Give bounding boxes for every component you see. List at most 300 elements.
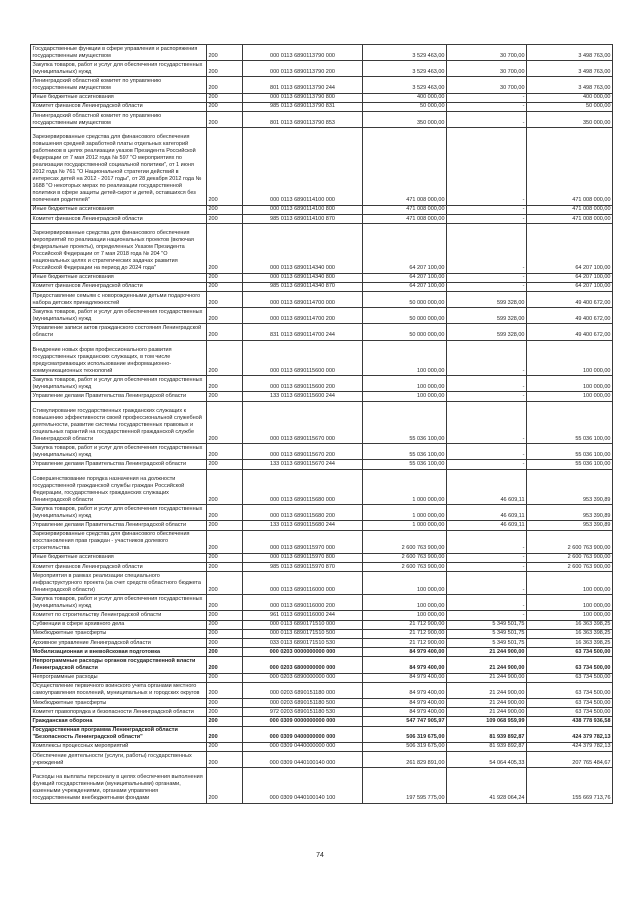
table-row bbox=[31, 93, 613, 102]
row-code: 200 bbox=[207, 708, 243, 717]
row-executed: 46 609,11 bbox=[447, 469, 527, 505]
row-executed: - bbox=[447, 214, 527, 223]
row-remaining: 100 000,00 bbox=[527, 392, 613, 401]
row-classification: 133 0113 6890115670 244 bbox=[243, 460, 363, 469]
row-description: Управление делами Правительства Ленинградской области bbox=[31, 521, 207, 530]
row-description: Государственные функции в сфере управления и распоряжения государственным имуществом bbox=[31, 45, 207, 61]
row-description: Управление делами Правительства Ленинградской области bbox=[31, 392, 207, 401]
row-remaining: 471 008 000,00 bbox=[527, 205, 613, 214]
row-classification: 000 0309 0440100140 000 bbox=[243, 751, 363, 767]
row-approved: 2 600 763 900,00 bbox=[363, 562, 447, 571]
row-code: 200 bbox=[207, 205, 243, 214]
table-row bbox=[31, 708, 613, 717]
row-code: 200 bbox=[207, 657, 243, 673]
row-description: Ленинградский областной комитет по управлению государственным имуществом bbox=[31, 111, 207, 127]
row-description: Комплексы процессных мероприятий bbox=[31, 742, 207, 751]
row-code: 200 bbox=[207, 392, 243, 401]
row-code: 200 bbox=[207, 530, 243, 553]
table-row bbox=[31, 742, 613, 751]
row-code: 200 bbox=[207, 45, 243, 61]
row-classification: 000 0113 6890115680 000 bbox=[243, 469, 363, 505]
row-approved: 1 000 000,00 bbox=[363, 521, 447, 530]
row-approved: 506 319 675,00 bbox=[363, 742, 447, 751]
row-classification: 000 0113 6890171510 000 bbox=[243, 620, 363, 629]
row-classification: 985 0113 6890115970 870 bbox=[243, 562, 363, 571]
row-executed: - bbox=[447, 572, 527, 595]
row-description: Иные бюджетные ассигнования bbox=[31, 553, 207, 562]
row-description: Комитет правопорядка и безопасности Ленинградской области bbox=[31, 708, 207, 717]
row-approved: 84 979 400,00 bbox=[363, 698, 447, 707]
row-code: 200 bbox=[207, 292, 243, 308]
row-classification: 000 0203 6890151180 000 bbox=[243, 682, 363, 698]
row-description: Внедрение новых форм профессионального развития государственных гражданских служащих, в том числе предусматривающих использование информационно-коммуникационных технологий bbox=[31, 340, 207, 376]
row-classification: 033 0113 6890171510 530 bbox=[243, 639, 363, 648]
row-approved: 50 000 000,00 bbox=[363, 292, 447, 308]
row-executed: - bbox=[447, 595, 527, 611]
row-code: 200 bbox=[207, 93, 243, 102]
row-classification: 000 0309 0440100140 100 bbox=[243, 768, 363, 804]
row-approved: 50 000 000,00 bbox=[363, 324, 447, 340]
row-executed: - bbox=[447, 376, 527, 392]
row-classification: 000 0113 6890113790 200 bbox=[243, 61, 363, 77]
table-row bbox=[31, 553, 613, 562]
row-code: 200 bbox=[207, 768, 243, 804]
row-executed: - bbox=[447, 102, 527, 111]
row-code: 200 bbox=[207, 562, 243, 571]
row-remaining: 50 000,00 bbox=[527, 102, 613, 111]
row-approved: 64 207 100,00 bbox=[363, 282, 447, 291]
row-approved: 1 000 000,00 bbox=[363, 505, 447, 521]
row-classification: 000 0113 6890115670 000 bbox=[243, 401, 363, 444]
row-approved: 100 000,00 bbox=[363, 340, 447, 376]
row-code: 200 bbox=[207, 102, 243, 111]
row-classification: 985 0113 6890113790 831 bbox=[243, 102, 363, 111]
row-description: Осуществление первичного воинского учета органами местного самоуправления поселений, муниципальных и городских округов bbox=[31, 682, 207, 698]
row-executed: 30 700,00 bbox=[447, 45, 527, 61]
row-classification: 000 0113 6890116000 200 bbox=[243, 595, 363, 611]
table-row bbox=[31, 572, 613, 595]
row-code: 200 bbox=[207, 61, 243, 77]
row-approved: 547 747 905,97 bbox=[363, 717, 447, 726]
row-description: Зарезервированные средства для финансового обеспечения восстановления прав граждан - участников долевого строительства bbox=[31, 530, 207, 553]
row-remaining: 64 207 100,00 bbox=[527, 282, 613, 291]
row-description: Комитет финансов Ленинградской области bbox=[31, 562, 207, 571]
row-description: Гражданская оборона bbox=[31, 717, 207, 726]
row-executed: - bbox=[447, 282, 527, 291]
row-remaining: 63 734 500,00 bbox=[527, 648, 613, 657]
row-executed: 21 244 900,00 bbox=[447, 673, 527, 682]
row-description: Предоставление семьям с новорожденными детьми подарочного набора детских принадлежностей bbox=[31, 292, 207, 308]
row-description: Комитет по строительству Ленинградской области bbox=[31, 611, 207, 620]
row-executed: 30 700,00 bbox=[447, 61, 527, 77]
row-remaining: 55 036 100,00 bbox=[527, 444, 613, 460]
table-row bbox=[31, 469, 613, 505]
row-code: 200 bbox=[207, 214, 243, 223]
row-executed: 41 928 064,24 bbox=[447, 768, 527, 804]
row-approved: 3 529 463,00 bbox=[363, 77, 447, 93]
table-row bbox=[31, 620, 613, 629]
row-description: Расходы на выплаты персоналу в целях обеспечения выполнения функций государственными (муниципальными) органами, казенными учреждениями, органами управления государственными внебюджетными фондами bbox=[31, 768, 207, 804]
row-classification: 000 0113 6890115970 000 bbox=[243, 530, 363, 553]
row-classification: 000 0113 6890115600 000 bbox=[243, 340, 363, 376]
row-code: 200 bbox=[207, 639, 243, 648]
row-description: Закупка товаров, работ и услуг для обеспечения государственных (муниципальных) нужд bbox=[31, 308, 207, 324]
table-row bbox=[31, 282, 613, 291]
row-approved: 100 000,00 bbox=[363, 392, 447, 401]
row-remaining: 100 000,00 bbox=[527, 376, 613, 392]
row-approved: 21 712 900,00 bbox=[363, 639, 447, 648]
row-description: Архивное управление Ленинградской области bbox=[31, 639, 207, 648]
row-classification: 000 0113 6890114100 800 bbox=[243, 205, 363, 214]
row-executed: 81 939 892,87 bbox=[447, 742, 527, 751]
row-code: 200 bbox=[207, 460, 243, 469]
table-row bbox=[31, 102, 613, 111]
row-remaining: 63 734 500,00 bbox=[527, 698, 613, 707]
row-executed: - bbox=[447, 530, 527, 553]
row-classification: 133 0113 6890115600 244 bbox=[243, 392, 363, 401]
row-remaining: 100 000,00 bbox=[527, 572, 613, 595]
row-remaining: 350 000,00 bbox=[527, 111, 613, 127]
row-classification: 831 0113 6890114700 244 bbox=[243, 324, 363, 340]
row-approved: 100 000,00 bbox=[363, 376, 447, 392]
row-code: 200 bbox=[207, 620, 243, 629]
row-approved: 3 529 463,00 bbox=[363, 61, 447, 77]
table-row bbox=[31, 768, 613, 804]
row-code: 200 bbox=[207, 629, 243, 638]
row-approved: 197 595 775,00 bbox=[363, 768, 447, 804]
row-description: Комитет финансов Ленинградской области bbox=[31, 102, 207, 111]
row-code: 200 bbox=[207, 128, 243, 206]
table-row bbox=[31, 214, 613, 223]
row-remaining: 16 363 398,25 bbox=[527, 620, 613, 629]
row-remaining: 55 036 100,00 bbox=[527, 401, 613, 444]
row-approved: 506 319 675,00 bbox=[363, 726, 447, 742]
row-classification: 000 0203 0000000000 000 bbox=[243, 648, 363, 657]
row-approved: 84 979 400,00 bbox=[363, 657, 447, 673]
row-classification: 000 0113 6890115670 200 bbox=[243, 444, 363, 460]
row-remaining: 63 734 500,00 bbox=[527, 673, 613, 682]
row-remaining: 100 000,00 bbox=[527, 611, 613, 620]
row-classification: 000 0203 6800000000 000 bbox=[243, 657, 363, 673]
table-row bbox=[31, 751, 613, 767]
row-code: 200 bbox=[207, 505, 243, 521]
row-remaining: 2 600 763 900,00 bbox=[527, 530, 613, 553]
table-row bbox=[31, 673, 613, 682]
row-approved: 1 000 000,00 bbox=[363, 469, 447, 505]
row-remaining: 471 008 000,00 bbox=[527, 214, 613, 223]
row-executed: - bbox=[447, 111, 527, 127]
row-code: 200 bbox=[207, 742, 243, 751]
row-remaining: 63 734 500,00 bbox=[527, 682, 613, 698]
table-row bbox=[31, 726, 613, 742]
row-remaining: 424 379 782,13 bbox=[527, 742, 613, 751]
row-executed: - bbox=[447, 93, 527, 102]
row-executed: - bbox=[447, 444, 527, 460]
table-row bbox=[31, 595, 613, 611]
row-executed: 21 244 900,00 bbox=[447, 648, 527, 657]
row-approved: 350 000,00 bbox=[363, 111, 447, 127]
row-remaining: 400 000,00 bbox=[527, 93, 613, 102]
row-executed: 599 328,00 bbox=[447, 292, 527, 308]
row-executed: 54 064 405,33 bbox=[447, 751, 527, 767]
row-description: Закупка товаров, работ и услуг для обеспечения государственных (муниципальных) нужд bbox=[31, 61, 207, 77]
row-code: 200 bbox=[207, 273, 243, 282]
row-approved: 3 529 463,00 bbox=[363, 45, 447, 61]
table-row bbox=[31, 530, 613, 553]
row-remaining: 155 669 713,76 bbox=[527, 768, 613, 804]
row-remaining: 100 000,00 bbox=[527, 340, 613, 376]
row-approved: 471 008 000,00 bbox=[363, 205, 447, 214]
row-description: Межбюджетные трансферты bbox=[31, 698, 207, 707]
row-classification: 000 0113 6890114100 000 bbox=[243, 128, 363, 206]
table-row bbox=[31, 308, 613, 324]
table-row bbox=[31, 45, 613, 61]
table-row bbox=[31, 340, 613, 376]
row-executed: 599 328,00 bbox=[447, 308, 527, 324]
row-approved: 100 000,00 bbox=[363, 595, 447, 611]
row-classification: 801 0113 6890113790 853 bbox=[243, 111, 363, 127]
row-executed: - bbox=[447, 340, 527, 376]
row-description: Обеспечение деятельности (услуги, работы) государственных учреждений bbox=[31, 751, 207, 767]
row-classification: 985 0113 6890114340 870 bbox=[243, 282, 363, 291]
budget-table bbox=[30, 44, 613, 804]
table-row bbox=[31, 61, 613, 77]
row-classification: 000 0113 6890115680 200 bbox=[243, 505, 363, 521]
table-row bbox=[31, 392, 613, 401]
row-executed: 30 700,00 bbox=[447, 77, 527, 93]
row-approved: 21 712 900,00 bbox=[363, 629, 447, 638]
row-approved: 261 829 891,00 bbox=[363, 751, 447, 767]
row-remaining: 16 363 398,25 bbox=[527, 629, 613, 638]
row-executed: - bbox=[447, 392, 527, 401]
row-classification: 000 0309 0000000000 000 bbox=[243, 717, 363, 726]
row-executed: 5 349 501,75 bbox=[447, 639, 527, 648]
row-approved: 100 000,00 bbox=[363, 611, 447, 620]
table-row bbox=[31, 611, 613, 620]
row-classification: 000 0203 6890000000 000 bbox=[243, 673, 363, 682]
row-approved: 2 600 763 900,00 bbox=[363, 530, 447, 553]
table-row bbox=[31, 505, 613, 521]
row-executed: 46 609,11 bbox=[447, 505, 527, 521]
row-description: Комитет финансов Ленинградской области bbox=[31, 282, 207, 291]
row-code: 200 bbox=[207, 521, 243, 530]
row-description: Мероприятия в рамках реализации специального инфраструктурного проекта (за счет средств областного бюджета Ленинградской области) bbox=[31, 572, 207, 595]
row-classification: 000 0203 6890151180 500 bbox=[243, 698, 363, 707]
row-remaining: 49 400 672,00 bbox=[527, 292, 613, 308]
table-row bbox=[31, 698, 613, 707]
row-code: 200 bbox=[207, 726, 243, 742]
row-remaining: 953 390,89 bbox=[527, 469, 613, 505]
row-executed: 21 244 900,00 bbox=[447, 698, 527, 707]
row-executed: - bbox=[447, 128, 527, 206]
row-classification: 000 0309 0400000000 000 bbox=[243, 726, 363, 742]
row-code: 200 bbox=[207, 444, 243, 460]
row-classification: 000 0113 6890114340 800 bbox=[243, 273, 363, 282]
row-executed: 5 349 501,75 bbox=[447, 620, 527, 629]
row-code: 200 bbox=[207, 282, 243, 291]
row-remaining: 64 207 100,00 bbox=[527, 224, 613, 274]
row-approved: 471 008 000,00 bbox=[363, 214, 447, 223]
row-description: Субвенции в сфере архивного дела bbox=[31, 620, 207, 629]
row-approved: 84 979 400,00 bbox=[363, 648, 447, 657]
row-remaining: 424 379 782,13 bbox=[527, 726, 613, 742]
row-classification: 000 0113 6890115600 200 bbox=[243, 376, 363, 392]
row-remaining: 953 390,89 bbox=[527, 521, 613, 530]
row-approved: 84 979 400,00 bbox=[363, 682, 447, 698]
table-row bbox=[31, 682, 613, 698]
row-executed: 46 609,11 bbox=[447, 521, 527, 530]
row-classification: 000 0113 6890114340 000 bbox=[243, 224, 363, 274]
row-executed: 109 068 959,99 bbox=[447, 717, 527, 726]
row-description: Непрограммные расходы органов государственной власти Ленинградской области bbox=[31, 657, 207, 673]
row-remaining: 3 498 763,00 bbox=[527, 45, 613, 61]
row-description: Зарезервированные средства для финансового обеспечения мероприятий по реализации национальных проектов (включая федеральные проекты), определенных Указом Президента Российской Федерации от 7 мая 2018 года № 204 "О национальных целях и стратегических задачах развития Российской Федерации на период до 2024 года" bbox=[31, 224, 207, 274]
row-executed: - bbox=[447, 553, 527, 562]
row-remaining: 438 778 936,58 bbox=[527, 717, 613, 726]
row-description: Управление делами Правительства Ленинградской области bbox=[31, 460, 207, 469]
row-code: 200 bbox=[207, 595, 243, 611]
row-approved: 400 000,00 bbox=[363, 93, 447, 102]
row-code: 200 bbox=[207, 682, 243, 698]
row-code: 200 bbox=[207, 717, 243, 726]
row-description: Зарезервированные средства для финансового обеспечения повышения средней заработной платы отдельных категорий работников в целях реализации указов Президента Российской Федерации от 7 мая 2012 года № 597 "О мероприятиях по реализации государственной социальной политики", от 1 июня 2012 года № 761 "О Национальной стратегии действий в интересах детей на 2012 - 2017 годы", от 28 декабря 2012 года № 1688 "О некоторых мерах по реализации государственной политики в сфере защиты детей-сирот и детей, оставшихся без попечения родителей" bbox=[31, 128, 207, 206]
row-classification: 000 0113 6890116000 000 bbox=[243, 572, 363, 595]
row-classification: 000 0113 6890115970 800 bbox=[243, 553, 363, 562]
row-approved: 55 036 100,00 bbox=[363, 460, 447, 469]
row-classification: 000 0113 6890171510 500 bbox=[243, 629, 363, 638]
page-number: 74 bbox=[316, 852, 324, 859]
row-classification: 000 0113 6890114700 000 bbox=[243, 292, 363, 308]
row-description: Закупка товаров, работ и услуг для обеспечения государственных (муниципальных) нужд bbox=[31, 595, 207, 611]
row-code: 200 bbox=[207, 611, 243, 620]
row-approved: 64 207 100,00 bbox=[363, 224, 447, 274]
table-body bbox=[31, 45, 613, 804]
row-classification: 801 0113 6890113790 244 bbox=[243, 77, 363, 93]
row-classification: 972 0203 6890151180 530 bbox=[243, 708, 363, 717]
row-remaining: 3 498 763,00 bbox=[527, 61, 613, 77]
row-code: 200 bbox=[207, 648, 243, 657]
row-description: Ленинградский областной комитет по управлению государственным имуществом bbox=[31, 77, 207, 93]
row-approved: 84 979 400,00 bbox=[363, 708, 447, 717]
row-code: 200 bbox=[207, 698, 243, 707]
row-description: Управление записи актов гражданского состояния Ленинградской области bbox=[31, 324, 207, 340]
row-executed: - bbox=[447, 401, 527, 444]
row-code: 200 bbox=[207, 308, 243, 324]
table-row bbox=[31, 273, 613, 282]
table-row bbox=[31, 224, 613, 274]
row-approved: 50 000 000,00 bbox=[363, 308, 447, 324]
row-classification: 000 0113 6890113790 000 bbox=[243, 45, 363, 61]
row-approved: 55 036 100,00 bbox=[363, 401, 447, 444]
row-executed: 5 349 501,75 bbox=[447, 629, 527, 638]
row-approved: 84 979 400,00 bbox=[363, 673, 447, 682]
row-remaining: 471 008 000,00 bbox=[527, 128, 613, 206]
table-row bbox=[31, 401, 613, 444]
table-row bbox=[31, 629, 613, 638]
row-remaining: 49 400 672,00 bbox=[527, 308, 613, 324]
row-remaining: 3 498 763,00 bbox=[527, 77, 613, 93]
row-remaining: 63 734 500,00 bbox=[527, 657, 613, 673]
row-executed: 21 244 900,00 bbox=[447, 657, 527, 673]
row-approved: 471 008 000,00 bbox=[363, 128, 447, 206]
row-code: 200 bbox=[207, 553, 243, 562]
row-code: 200 bbox=[207, 673, 243, 682]
row-executed: - bbox=[447, 460, 527, 469]
row-description: Иные бюджетные ассигнования bbox=[31, 273, 207, 282]
row-code: 200 bbox=[207, 469, 243, 505]
row-remaining: 207 765 484,67 bbox=[527, 751, 613, 767]
table-row bbox=[31, 324, 613, 340]
row-code: 200 bbox=[207, 324, 243, 340]
row-code: 200 bbox=[207, 224, 243, 274]
table-row bbox=[31, 77, 613, 93]
row-executed: 21 244 900,00 bbox=[447, 708, 527, 717]
row-remaining: 49 400 672,00 bbox=[527, 324, 613, 340]
row-executed: - bbox=[447, 611, 527, 620]
row-remaining: 100 000,00 bbox=[527, 595, 613, 611]
row-executed: - bbox=[447, 205, 527, 214]
row-approved: 21 712 900,00 bbox=[363, 620, 447, 629]
row-remaining: 16 363 398,25 bbox=[527, 639, 613, 648]
row-description: Межбюджетные трансферты bbox=[31, 629, 207, 638]
table-row bbox=[31, 648, 613, 657]
row-approved: 55 036 100,00 bbox=[363, 444, 447, 460]
row-code: 200 bbox=[207, 401, 243, 444]
row-code: 200 bbox=[207, 111, 243, 127]
row-description: Закупка товаров, работ и услуг для обеспечения государственных (муниципальных) нужд bbox=[31, 505, 207, 521]
row-remaining: 953 390,89 bbox=[527, 505, 613, 521]
row-code: 200 bbox=[207, 77, 243, 93]
row-code: 200 bbox=[207, 751, 243, 767]
row-classification: 000 0113 6890114700 200 bbox=[243, 308, 363, 324]
row-executed: - bbox=[447, 562, 527, 571]
row-code: 200 bbox=[207, 572, 243, 595]
row-classification: 961 0113 6890116000 244 bbox=[243, 611, 363, 620]
table-row bbox=[31, 562, 613, 571]
row-description: Закупка товаров, работ и услуг для обеспечения государственных (муниципальных) нужд bbox=[31, 444, 207, 460]
row-remaining: 55 036 100,00 bbox=[527, 460, 613, 469]
table-row bbox=[31, 128, 613, 206]
row-executed: 21 244 900,00 bbox=[447, 682, 527, 698]
row-remaining: 64 207 100,00 bbox=[527, 273, 613, 282]
row-approved: 50 000,00 bbox=[363, 102, 447, 111]
row-executed: - bbox=[447, 224, 527, 274]
row-approved: 64 207 100,00 bbox=[363, 273, 447, 282]
row-description: Иные бюджетные ассигнования bbox=[31, 205, 207, 214]
row-description: Комитет финансов Ленинградской области bbox=[31, 214, 207, 223]
row-approved: 100 000,00 bbox=[363, 572, 447, 595]
table-row bbox=[31, 639, 613, 648]
row-classification: 000 0113 6890113790 800 bbox=[243, 93, 363, 102]
row-approved: 2 600 763 900,00 bbox=[363, 553, 447, 562]
row-remaining: 63 734 500,00 bbox=[527, 708, 613, 717]
row-description: Иные бюджетные ассигнования bbox=[31, 93, 207, 102]
row-executed: 599 328,00 bbox=[447, 324, 527, 340]
row-code: 200 bbox=[207, 376, 243, 392]
row-code: 200 bbox=[207, 340, 243, 376]
row-description: Государственная программа Ленинградской области "Безопасность Ленинградской области" bbox=[31, 726, 207, 742]
row-remaining: 2 600 763 900,00 bbox=[527, 553, 613, 562]
table-row bbox=[31, 205, 613, 214]
row-executed: - bbox=[447, 273, 527, 282]
table-row bbox=[31, 292, 613, 308]
row-description: Закупка товаров, работ и услуг для обеспечения государственных (муниципальных) нужд bbox=[31, 376, 207, 392]
row-description: Совершенствование порядка назначения на должности государственной гражданской службы граждан Российской Федерации, государственных гражданских служащих Ленинградской области bbox=[31, 469, 207, 505]
row-description: Стимулирование государственных гражданских служащих к повышению эффективности своей профессиональной служебной деятельности, развитие системы государственных правовых и социальных гарантий на государственной гражданской службе Ленинградской области bbox=[31, 401, 207, 444]
row-executed: 81 939 892,87 bbox=[447, 726, 527, 742]
row-description: Мобилизационная и вневойсковая подготовка bbox=[31, 648, 207, 657]
table-row bbox=[31, 444, 613, 460]
